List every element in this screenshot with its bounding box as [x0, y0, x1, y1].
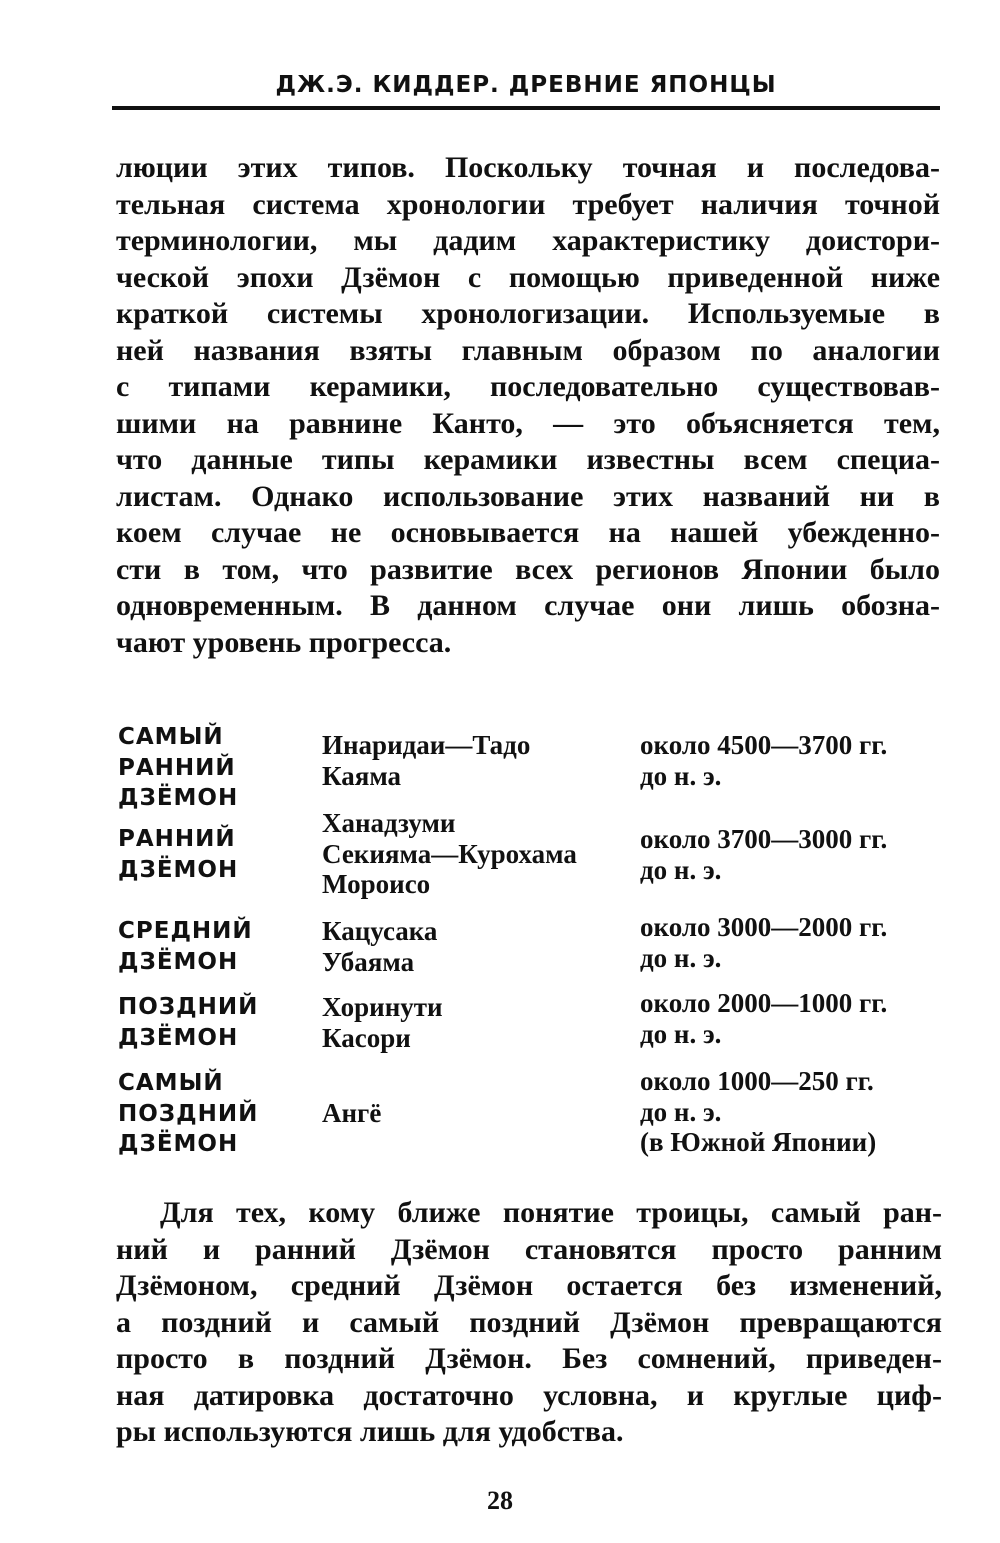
text-line: ний и ранний Дзёмон становятся просто ранним [116, 1232, 943, 1266]
period-name-line: ДЗЁМОН [118, 1024, 239, 1051]
period-dates [640, 912, 887, 973]
period-name [118, 916, 253, 977]
date-line: около 1000—250 гг. [640, 1066, 874, 1096]
site-name: Каяма [322, 760, 402, 791]
period-sites [322, 808, 577, 900]
text-line: с типами керамики, последовательно существовав- [116, 370, 940, 403]
paragraph-conclusion [116, 1195, 942, 1451]
site-name: Хоринути [322, 992, 443, 1022]
period-sites [322, 916, 437, 977]
period-name-line: ДЗЁМОН [118, 948, 239, 975]
text-line: ческой эпохи Дзёмон с помощью приведенной ниже [116, 260, 941, 294]
text-line: тельная система хронологии требует наличия точной [116, 187, 941, 221]
period-name-line: САМЫЙ [118, 1070, 224, 1096]
text-line: Для тех, кому ближе понятие троицы, самый ран- [160, 1196, 943, 1229]
period-name-line: ПОЗДНИЙ [118, 1100, 259, 1127]
text-line: а поздний и самый поздний Дзёмон превращаются [116, 1305, 942, 1339]
date-line: до н. э. [640, 942, 722, 973]
date-line: около 3000—2000 гг. [640, 912, 888, 942]
period-name-line: ДЗЁМОН [118, 785, 239, 811]
period-name-line: СРЕДНИЙ [118, 918, 253, 944]
text-line: краткой системы хронологизации. Используемые в [116, 297, 940, 330]
period-name-line: РАННИЙ [118, 754, 236, 781]
period-name [118, 824, 238, 885]
text-line: просто в поздний Дзёмон. Без сомнений, приведен- [116, 1342, 942, 1375]
period-dates [640, 730, 887, 791]
date-line: около 3700—3000 гг. [640, 824, 888, 854]
text-line: сти в том, что развитие всех регионов Японии было [116, 552, 941, 586]
period-name-line: ДЗЁМОН [118, 1131, 239, 1157]
text-line: Дзёмоном, средний Дзёмон остается без изменений, [116, 1269, 942, 1302]
date-line: около 2000—1000 гг. [640, 988, 888, 1018]
site-name: Инаридаи—Тадо [322, 730, 531, 760]
period-name [118, 992, 258, 1053]
period-sites [322, 992, 443, 1053]
header-rule [112, 106, 940, 110]
period-name-line: РАННИЙ [118, 826, 236, 852]
period-name-line: ПОЗДНИЙ [118, 994, 259, 1020]
running-header: ДЖ.Э. КИДДЕР. ДРЕВНИЕ ЯПОНЦЫ [275, 72, 777, 98]
date-line: до н. э. [640, 1096, 722, 1127]
text-line: листам. Однако использование этих названий ни в [116, 479, 940, 513]
site-name: Мороисо [322, 869, 431, 899]
text-line: одновременным. В данном случае они лишь обозна- [116, 589, 940, 622]
text-line: шими на равнине Канто, — это объясняется тем, [116, 406, 940, 440]
text-line: чают уровень прогресса. [116, 625, 452, 659]
date-line: до н. э. [640, 1018, 722, 1049]
period-name [118, 722, 238, 814]
text-line: коем случае не основывается на нашей убежденно- [116, 516, 940, 549]
paragraph-intro [116, 150, 940, 661]
page-number: 28 [487, 1486, 513, 1515]
period-dates [640, 988, 887, 1049]
period-sites [322, 730, 530, 791]
date-line: (в Южной Японии) [640, 1127, 877, 1157]
period-name-line: САМЫЙ [118, 724, 224, 750]
site-name: Касори [322, 1022, 411, 1053]
date-line: около 4500—3700 гг. [640, 730, 888, 760]
text-line: ная датировка достаточно условна, и круглые циф- [116, 1378, 942, 1412]
text-line: ней названия взяты главным образом по аналогии [116, 333, 940, 367]
text-line: терминологии, мы дадим характеристику доистори- [116, 224, 940, 257]
period-dates [640, 1066, 876, 1158]
period-dates [640, 824, 887, 885]
date-line: до н. э. [640, 854, 722, 885]
text-line: что данные типы керамики известны всем специа- [116, 443, 941, 476]
text-line: ры используются лишь для удобства. [116, 1415, 624, 1448]
site-name: Кацусака [322, 916, 438, 946]
period-name [118, 1068, 258, 1160]
text-line: люции этих типов. Поскольку точная и последова- [116, 151, 941, 184]
site-name: Ханадзуми [322, 808, 456, 838]
period-sites [322, 1098, 381, 1129]
period-name-line: ДЗЁМОН [118, 856, 239, 883]
site-name: Ангё [322, 1098, 382, 1128]
site-name: Секияма—Курохама [322, 838, 577, 869]
date-line: до н. э. [640, 760, 722, 791]
site-name: Убаяма [322, 946, 415, 977]
